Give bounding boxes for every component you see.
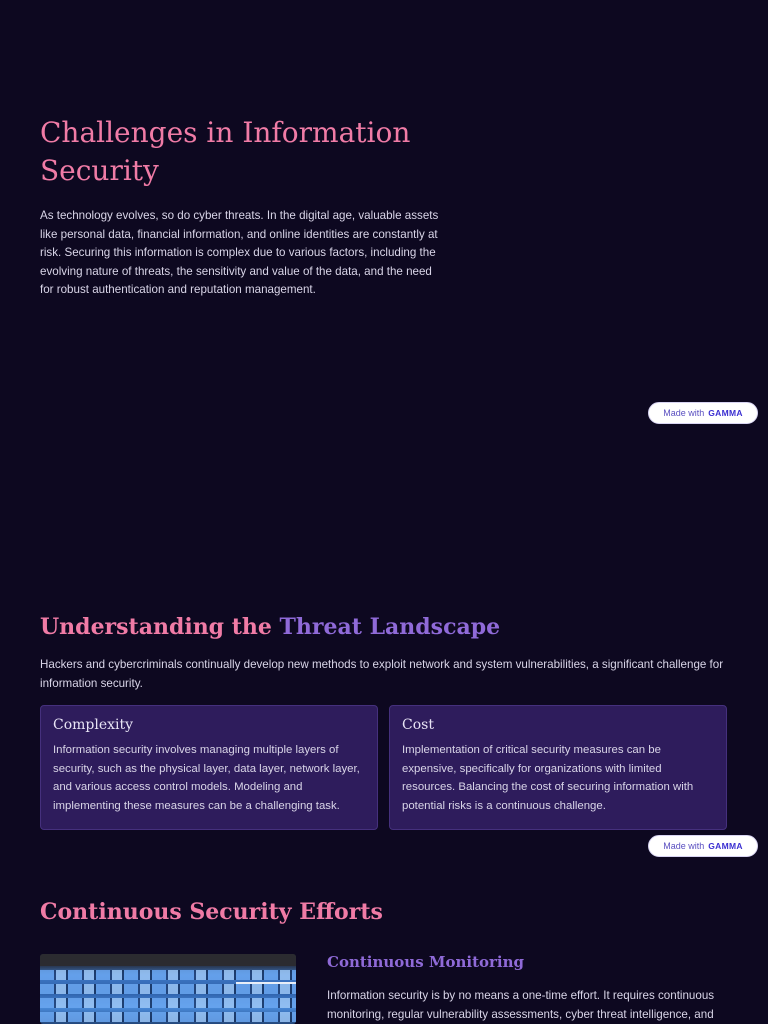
card-title: Complexity xyxy=(53,717,134,733)
ceiling-strip xyxy=(40,954,296,966)
monitor-row xyxy=(40,970,296,980)
slide-intro-challenges: As technology evolves, so do cyber threats. In the digital age, valuable assets like personal data, financial information, and online identities are constantly at risk. Securing this information is complex due to various factors, including the evolving nature of threats, the sensitivity and value of the data, and the need for robust authentication and reputation management. xyxy=(40,209,439,297)
card-body: Information security involves managing multiple layers of security, such as the physical layer, data layer, network layer, and various access control models. Modeling and implementing these measures can be a challenging task. xyxy=(53,744,360,812)
section-subtitle-monitoring: Continuous Monitoring xyxy=(327,953,525,971)
monitor-row xyxy=(40,1012,296,1022)
card-cost xyxy=(389,705,727,830)
card-complexity xyxy=(40,705,378,830)
title-accent: Threat Landscape xyxy=(279,614,501,640)
card-body: Implementation of critical security measures can be expensive, specifically for organizations with limited resources. Balancing the cost of securing information with potential risks is a continuous challenge. xyxy=(402,744,694,812)
gamma-logo-text: GAMMA xyxy=(708,841,743,851)
badge-prefix: Made with xyxy=(663,408,705,418)
slide-title-challenges: Challenges in Information Security xyxy=(40,116,411,187)
monitor-row xyxy=(40,998,296,1008)
slide-title-continuous-security: Continuous Security Efforts xyxy=(40,899,383,925)
monitoring-room-image xyxy=(40,954,296,1024)
badge-prefix: Made with xyxy=(663,841,705,851)
slide-intro-threat-landscape: Hackers and cybercriminals continually develop new methods to exploit network and system vulnerabilities, a significant challenge for information security. xyxy=(40,658,724,690)
title-part: Understanding the xyxy=(40,614,280,640)
made-with-gamma-badge[interactable] xyxy=(648,402,758,424)
monitor-row xyxy=(40,984,296,994)
section-body-monitoring: Information security is by no means a one-time effort. It requires continuous monitoring, regular vulnerability assessments, cyber threat intelligence, and xyxy=(327,989,715,1021)
card-title: Cost xyxy=(402,717,434,733)
made-with-gamma-badge[interactable] xyxy=(648,835,758,857)
gamma-logo-text: GAMMA xyxy=(708,408,743,418)
slide-title-threat-landscape xyxy=(40,612,500,642)
light-streak xyxy=(236,982,296,984)
